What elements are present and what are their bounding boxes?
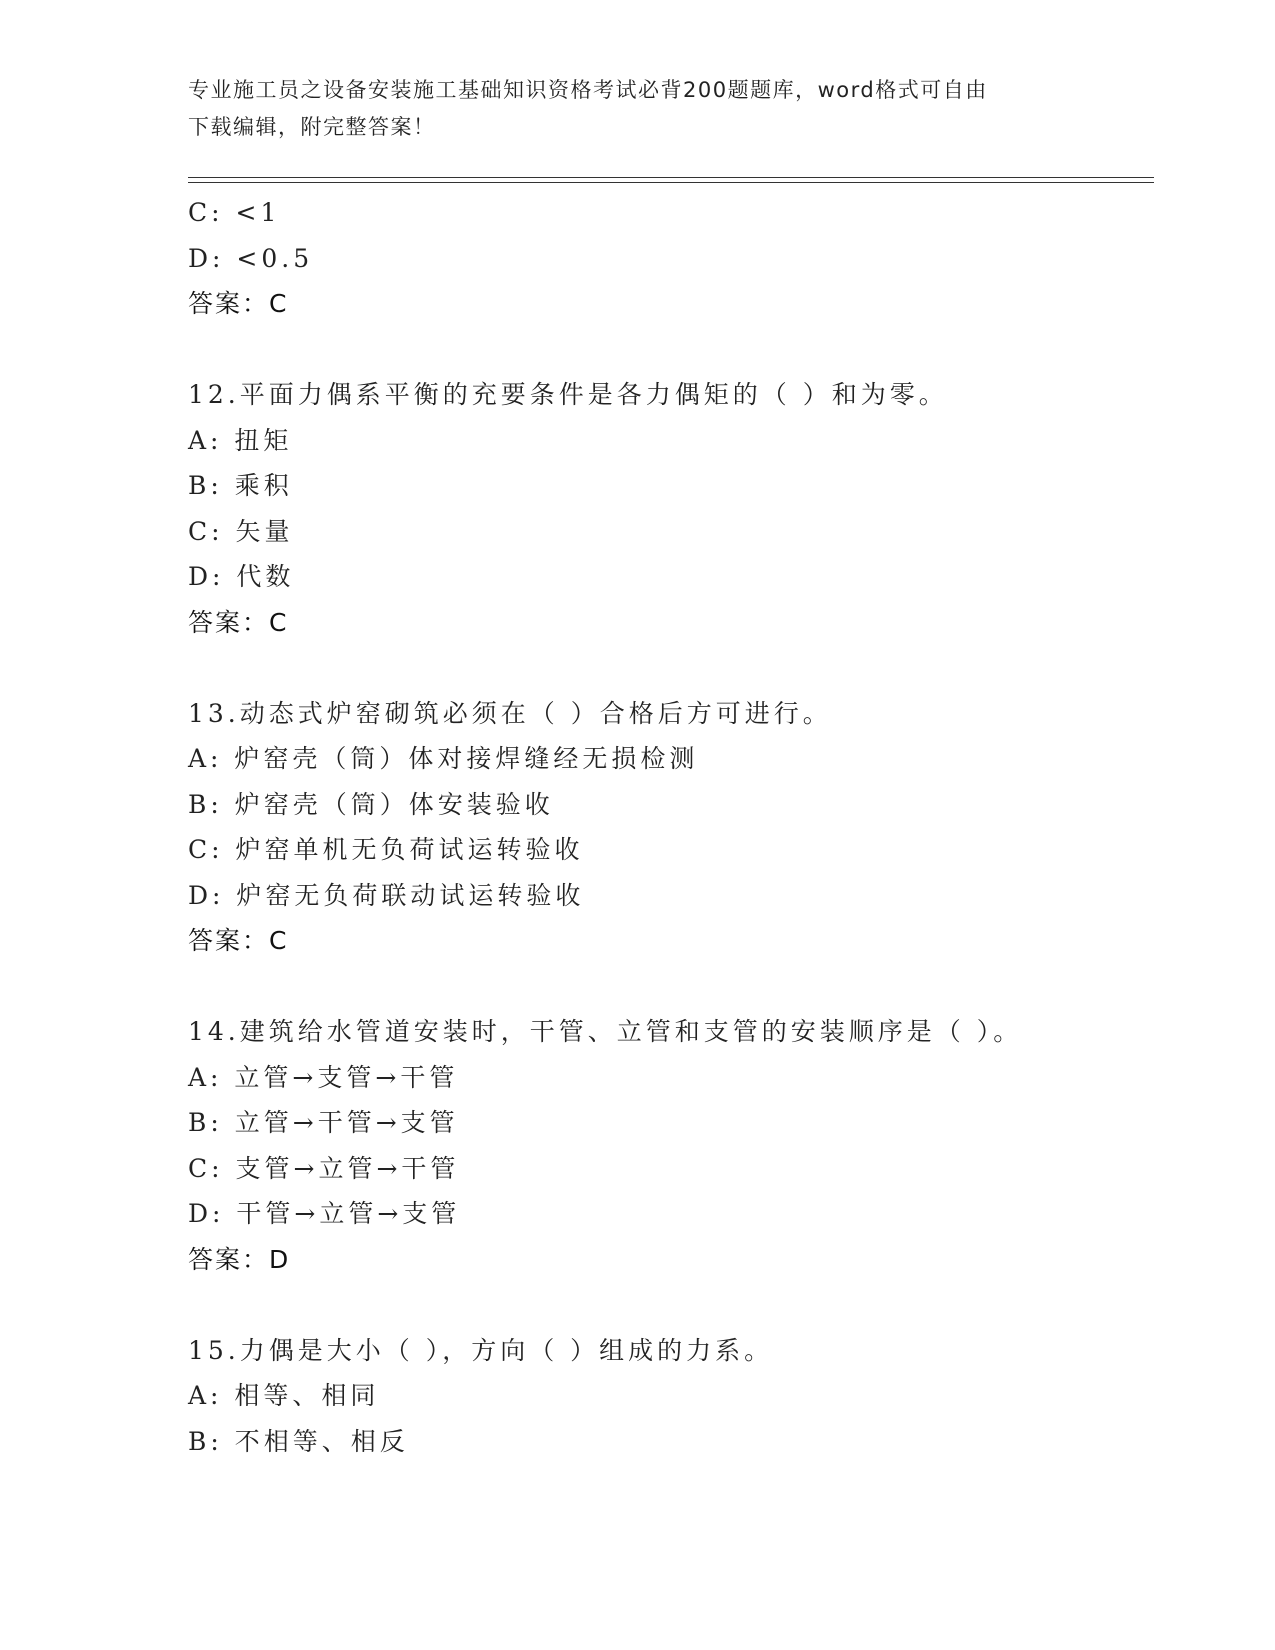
- header-divider-top: [188, 177, 1154, 178]
- question-text: 14.建筑给水管道安装时，干管、立管和支管的安装顺序是（ ）。: [188, 1017, 1023, 1046]
- option-d: D: <0.5: [188, 243, 314, 273]
- option-a: A: 立管→支管→干管: [188, 1062, 459, 1092]
- header-line-1: 专业施工员之设备安装施工基础知识资格考试必背200题题库，word格式可自由: [188, 78, 988, 102]
- question-13: [188, 691, 1148, 964]
- option-a: A: 相等、相同: [188, 1381, 380, 1410]
- spacer: [188, 327, 1148, 373]
- spacer: [188, 1282, 1148, 1328]
- option-b: B: 炉窑壳（筒）体安装验收: [188, 789, 554, 819]
- spacer: [188, 964, 1148, 1010]
- option-a: A: 扭矩: [188, 425, 293, 455]
- option-b: B: 立管→干管→支管: [188, 1108, 459, 1137]
- option-d: D: 代数: [188, 562, 295, 591]
- spacer: [188, 645, 1148, 691]
- option-b: B: 乘积: [188, 471, 293, 500]
- option-c: C: <1: [188, 198, 281, 227]
- header-divider-bottom: [188, 182, 1154, 183]
- document-header: [188, 72, 1068, 146]
- header-line-2: 下载编辑，附完整答案！: [188, 115, 436, 139]
- option-c: C: 炉窑单机无负荷试运转验收: [188, 835, 584, 864]
- option-c: C: 支管→立管→干管: [188, 1153, 460, 1183]
- question-12: [188, 372, 1148, 645]
- question-14: [188, 1009, 1148, 1282]
- option-d: D: 干管→立管→支管: [188, 1199, 461, 1228]
- option-d: D: 炉窑无负荷联动试运转验收: [188, 880, 585, 910]
- question-15: [188, 1328, 1148, 1465]
- question-text: 15.力偶是大小（ ），方向（ ）组成的力系。: [188, 1335, 774, 1365]
- question-list: [188, 190, 1148, 1464]
- option-b: B: 不相等、相反: [188, 1426, 409, 1456]
- question-11: [188, 190, 1148, 327]
- answer: 答案：C: [188, 289, 289, 318]
- question-text: 12.平面力偶系平衡的充要条件是各力偶矩的（ ）和为零。: [188, 380, 948, 409]
- answer: 答案：C: [188, 607, 289, 637]
- answer: 答案：C: [188, 926, 289, 955]
- option-a: A: 炉窑壳（筒）体对接焊缝经无损检测: [188, 744, 699, 773]
- option-c: C: 矢量: [188, 516, 294, 546]
- answer: 答案：D: [188, 1244, 291, 1274]
- question-text: 13.动态式炉窑砌筑必须在（ ）合格后方可进行。: [188, 698, 832, 728]
